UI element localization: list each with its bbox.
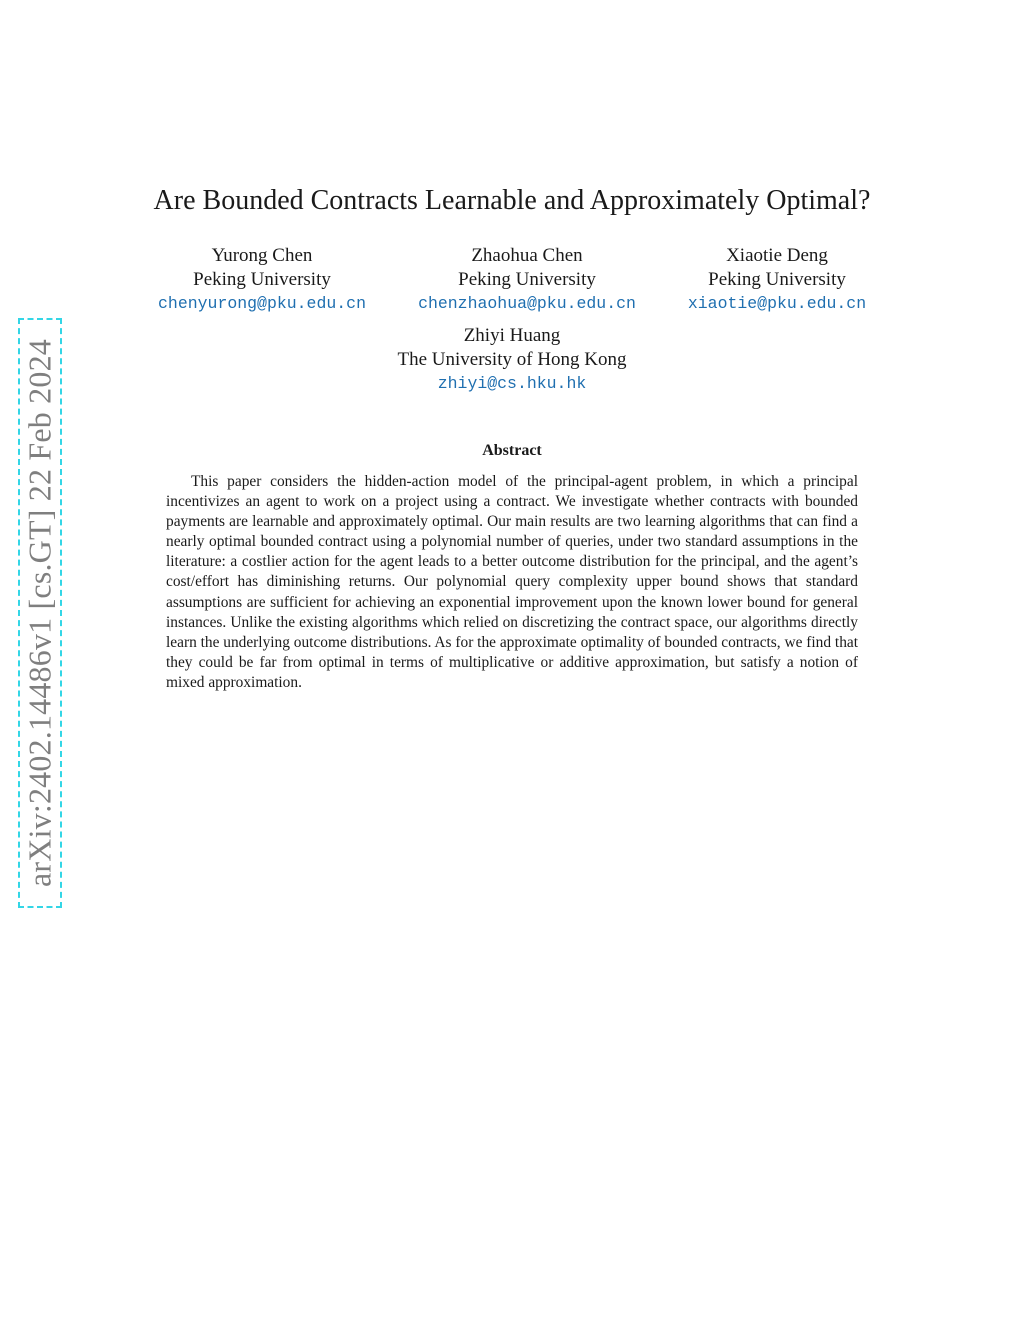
author-email-link[interactable]: zhiyi@cs.hku.hk: [437, 374, 587, 393]
author-name: Yurong Chen: [211, 245, 313, 266]
author-email-link[interactable]: chenzhaohua@pku.edu.cn: [418, 294, 636, 313]
author-name: Zhaohua Chen: [471, 245, 583, 266]
abstract-text: This paper considers the hidden-action model of the principal-agent problem, in which a principal incentivizes an agent to work on a project using a contract. We investigate whether contracts with bounded payments are learnable and approximately optimal. Our main results are two learning algorithms that can find a nearly optimal bounded contract using a polynomial number of queries, under two standard assumptions in the literature: a costlier action for the agent leads to a better outcome distribution for the principal, and the agent’s cost/effort has diminishing returns. Our polynomial query complexity upper bound shows that standard assumptions are sufficient for achieving an exponential improvement upon the known lower bound for general instances. Unlike the existing algorithms which relied on discretizing the contract space, our algorithms directly learn the underlying outcome distributions. As for the approximate optimality of bounded contracts, we find that they could be far from optimal in terms of multiplicative or additive approximation, but satisfy a notion of mixed approximation.: [166, 473, 858, 691]
abstract-heading: Abstract: [482, 442, 542, 459]
author-affiliation: Peking University: [193, 269, 331, 290]
author-affiliation: Peking University: [458, 269, 596, 290]
paper-title: Are Bounded Contracts Learnable and Approximately Optimal?: [153, 185, 871, 216]
arxiv-identifier: arXiv:2402.14486v1 [cs.GT] 22 Feb 2024: [21, 339, 58, 887]
author-name: Zhiyi Huang: [463, 325, 561, 346]
author-email-link[interactable]: xiaotie@pku.edu.cn: [687, 294, 867, 313]
arxiv-stamp: [18, 318, 62, 908]
author-block: [142, 244, 382, 316]
author-affiliation: The University of Hong Kong: [397, 349, 627, 370]
author-name: Xiaotie Deng: [726, 245, 828, 266]
author-affiliation: Peking University: [708, 269, 846, 290]
author-block: [402, 244, 652, 316]
author-block: [362, 324, 662, 396]
author-email-link[interactable]: chenyurong@pku.edu.cn: [158, 294, 366, 313]
author-block: [672, 244, 882, 316]
